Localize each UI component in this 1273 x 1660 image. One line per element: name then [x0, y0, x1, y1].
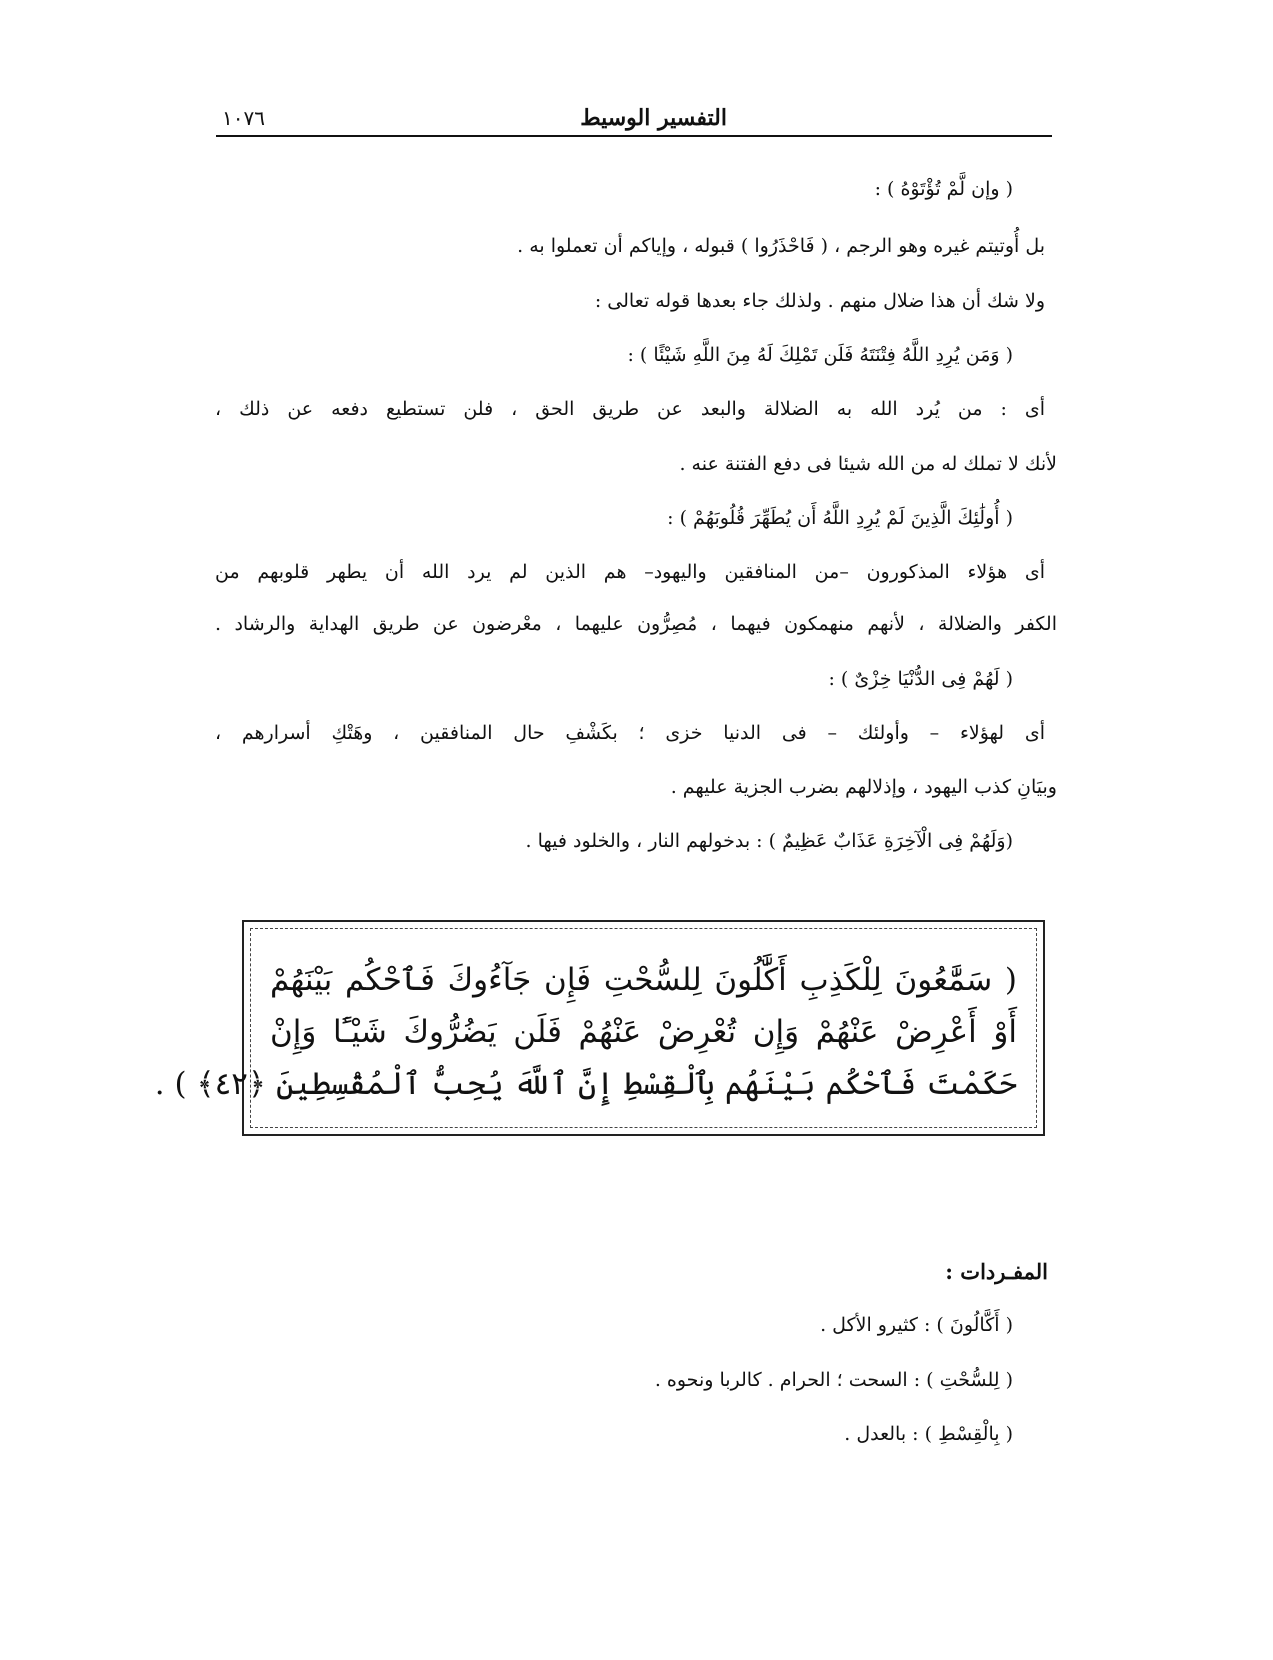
verse-quote: ( لَهُمْ فِى الدُّنْيَا خِزْىٌ ) :: [828, 668, 1013, 690]
verse-quote: ( وإن لَّمْ تُؤْتَوْهُ ) :: [874, 178, 1013, 200]
vocab-item: ( أَكَّالُونَ ) : كثيرو الأكل .: [820, 1314, 1013, 1336]
running-title: التفسير الوسيط: [580, 105, 727, 131]
body-text: أى هؤلاء المذكورون –من المنافقين واليهود– هم الذين لم يرد الله أن يطهر قلوبهم من: [215, 561, 1045, 583]
verse-line: ( سَمَّٰعُونَ لِلْكَذِبِ أَكَّٰلُونَ لِلسُّحْتِ فَإِن جَآءُوكَ فَٱحْكُم بَيْنَهُمْ: [270, 962, 1017, 998]
verse-quote: ( أُولَٰئِكَ الَّذِينَ لَمْ يُرِدِ اللَّهُ أَن يُطَهِّرَ قُلُوبَهُمْ ) :: [667, 507, 1013, 529]
body-text: أى : من يُرد الله به الضلالة والبعد عن طريق الحق ، فلن تستطيع دفعه عن ذلك ،: [215, 398, 1045, 420]
body-text: الكفر والضلالة ، لأنهم منهمكون فيهما ، مُصِرُّون عليهما ، معْرضون عن طريق الهداية والرشاد .: [215, 613, 1057, 635]
page-header: [216, 105, 1052, 137]
body-text: لأنك لا تملك له من الله شيئا فى دفع الفتنة عنه .: [679, 453, 1057, 475]
verse-line: حَكَمْتَ فَٱحْكُم بَيْنَهُم بِٱلْقِسْطِ إِنَّ ٱللَّهَ يُحِبُّ ٱلْمُقْسِطِينَ ﴿٤٢﴾ ) .: [154, 1066, 1017, 1102]
page-number: ١٠٧٦: [222, 106, 265, 130]
body-text: وبيَانِ كذب اليهود ، وإذلالهم بضرب الجزية عليهم .: [670, 776, 1057, 798]
quran-verse-frame: [154, 920, 1045, 1136]
body-text: بل أُوتيتم غيره وهو الرجم ، ( فَاحْذَرُوا ) قبوله ، وإياكم أن تعملوا به .: [517, 235, 1045, 257]
vocab-heading: المفـردات :: [945, 1259, 1048, 1284]
body-text: ولا شك أن هذا ضلال منهم . ولذلك جاء بعدها قوله تعالى :: [594, 290, 1045, 312]
body-text: أى لهؤلاء – وأولئك – فى الدنيا خزى ؛ بكَشْفِ حال المنافقين ، وهَتْكِ أسرارهم ،: [215, 722, 1045, 744]
vocab-item: ( لِلسُّحْتِ ) : السحت ؛ الحرام . كالربا ونحوه .: [654, 1369, 1013, 1391]
verse-quote: ( وَمَن يُرِدِ اللَّهُ فِتْنَتَهُ فَلَن تَمْلِكَ لَهُ مِنَ اللَّهِ شَيْئًا ) :: [627, 344, 1013, 366]
vocab-item: ( بِالْقِسْطِ ) : بالعدل .: [844, 1423, 1013, 1445]
verse-line: أَوْ أَعْرِضْ عَنْهُمْ وَإِن تُعْرِضْ عَنْهُمْ فَلَن يَضُرُّوكَ شَيْـًٔا وَإِنْ: [270, 1014, 1017, 1050]
verse-quote: (وَلَهُمْ فِى الْآخِرَةِ عَذَابٌ عَظِيمٌ ) : بدخولهم النار ، والخلود فيها .: [525, 830, 1013, 852]
